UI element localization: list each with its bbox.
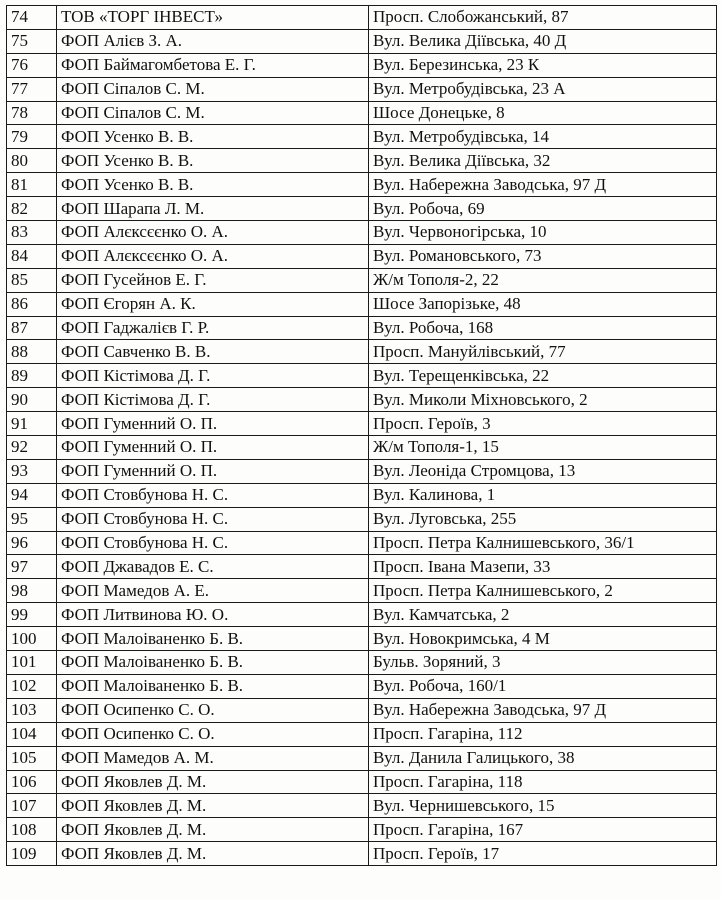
address-cell: Просп. Петра Калнишевського, 2 [369, 579, 717, 603]
table-row [7, 340, 717, 364]
table-row [7, 818, 717, 842]
registry-table-body [7, 6, 717, 866]
entity-name-cell: ФОП Малоіваненко Б. В. [57, 651, 369, 675]
address-cell: Вул. Велика Діївська, 40 Д [369, 29, 717, 53]
row-number-cell: 97 [7, 555, 57, 579]
entity-name-cell: ФОП Яковлев Д. М. [57, 794, 369, 818]
row-number-cell: 89 [7, 364, 57, 388]
entity-name-cell: ФОП Яковлев Д. М. [57, 842, 369, 866]
entity-name-cell: ФОП Сіпалов С. М. [57, 77, 369, 101]
address-cell: Ж/м Тополя-1, 15 [369, 436, 717, 460]
row-number-cell: 98 [7, 579, 57, 603]
table-row [7, 698, 717, 722]
table-row [7, 6, 717, 30]
table-row [7, 483, 717, 507]
entity-name-cell: ФОП Гусейнов Е. Г. [57, 268, 369, 292]
row-number-cell: 92 [7, 436, 57, 460]
row-number-cell: 79 [7, 125, 57, 149]
row-number-cell: 93 [7, 459, 57, 483]
address-cell: Вул. Луговська, 255 [369, 507, 717, 531]
address-cell: Вул. Робоча, 160/1 [369, 674, 717, 698]
table-row [7, 674, 717, 698]
table-row [7, 316, 717, 340]
row-number-cell: 102 [7, 674, 57, 698]
address-cell: Вул. Терещенківська, 22 [369, 364, 717, 388]
table-row [7, 627, 717, 651]
entity-name-cell: ФОП Малоіваненко Б. В. [57, 674, 369, 698]
entity-name-cell: ФОП Гаджалієв Г. Р. [57, 316, 369, 340]
entity-name-cell: ФОП Стовбунова Н. С. [57, 531, 369, 555]
row-number-cell: 95 [7, 507, 57, 531]
row-number-cell: 99 [7, 603, 57, 627]
row-number-cell: 76 [7, 53, 57, 77]
address-cell: Бульв. Зоряний, 3 [369, 651, 717, 675]
table-row [7, 555, 717, 579]
address-cell: Вул. Робоча, 168 [369, 316, 717, 340]
address-cell: Вул. Березинська, 23 К [369, 53, 717, 77]
row-number-cell: 78 [7, 101, 57, 125]
address-cell: Просп. Героїв, 3 [369, 412, 717, 436]
table-row [7, 579, 717, 603]
row-number-cell: 87 [7, 316, 57, 340]
entity-name-cell: ФОП Савченко В. В. [57, 340, 369, 364]
address-cell: Вул. Набережна Заводська, 97 Д [369, 698, 717, 722]
table-row [7, 746, 717, 770]
address-cell: Вул. Романовського, 73 [369, 244, 717, 268]
table-row [7, 221, 717, 245]
row-number-cell: 100 [7, 627, 57, 651]
registry-table [6, 5, 717, 866]
entity-name-cell: ТОВ «ТОРГ ІНВЕСТ» [57, 6, 369, 30]
row-number-cell: 77 [7, 77, 57, 101]
address-cell: Вул. Новокримська, 4 М [369, 627, 717, 651]
address-cell: Вул. Камчатська, 2 [369, 603, 717, 627]
address-cell: Просп. Слобожанський, 87 [369, 6, 717, 30]
table-row [7, 459, 717, 483]
entity-name-cell: ФОП Шарапа Л. М. [57, 197, 369, 221]
entity-name-cell: ФОП Сіпалов С. М. [57, 101, 369, 125]
address-cell: Вул. Калинова, 1 [369, 483, 717, 507]
table-row [7, 29, 717, 53]
table-row [7, 842, 717, 866]
table-row [7, 77, 717, 101]
row-number-cell: 81 [7, 173, 57, 197]
row-number-cell: 91 [7, 412, 57, 436]
entity-name-cell: ФОП Алєксєєнко О. А. [57, 244, 369, 268]
entity-name-cell: ФОП Яковлев Д. М. [57, 770, 369, 794]
table-row [7, 125, 717, 149]
row-number-cell: 83 [7, 221, 57, 245]
entity-name-cell: ФОП Єгорян А. К. [57, 292, 369, 316]
table-row [7, 794, 717, 818]
entity-name-cell: ФОП Мамедов А. М. [57, 746, 369, 770]
entity-name-cell: ФОП Гуменний О. П. [57, 412, 369, 436]
table-row [7, 53, 717, 77]
address-cell: Вул. Чернишевського, 15 [369, 794, 717, 818]
entity-name-cell: ФОП Алєксєєнко О. А. [57, 221, 369, 245]
entity-name-cell: ФОП Осипенко С. О. [57, 722, 369, 746]
row-number-cell: 106 [7, 770, 57, 794]
address-cell: Шосе Донецьке, 8 [369, 101, 717, 125]
entity-name-cell: ФОП Кістімова Д. Г. [57, 364, 369, 388]
address-cell: Просп. Петра Калнишевського, 36/1 [369, 531, 717, 555]
entity-name-cell: ФОП Алієв З. А. [57, 29, 369, 53]
address-cell: Вул. Червоногірська, 10 [369, 221, 717, 245]
entity-name-cell: ФОП Усенко В. В. [57, 149, 369, 173]
entity-name-cell: ФОП Яковлев Д. М. [57, 818, 369, 842]
row-number-cell: 90 [7, 388, 57, 412]
row-number-cell: 74 [7, 6, 57, 30]
entity-name-cell: ФОП Мамедов А. Е. [57, 579, 369, 603]
row-number-cell: 80 [7, 149, 57, 173]
address-cell: Вул. Данила Галицького, 38 [369, 746, 717, 770]
table-row [7, 388, 717, 412]
entity-name-cell: ФОП Баймагомбетова Е. Г. [57, 53, 369, 77]
row-number-cell: 109 [7, 842, 57, 866]
entity-name-cell: ФОП Литвинова Ю. О. [57, 603, 369, 627]
address-cell: Вул. Велика Діївська, 32 [369, 149, 717, 173]
table-row [7, 770, 717, 794]
table-row [7, 244, 717, 268]
address-cell: Шосе Запорізьке, 48 [369, 292, 717, 316]
table-row [7, 101, 717, 125]
entity-name-cell: ФОП Стовбунова Н. С. [57, 483, 369, 507]
row-number-cell: 108 [7, 818, 57, 842]
entity-name-cell: ФОП Гуменний О. П. [57, 459, 369, 483]
address-cell: Вул. Робоча, 69 [369, 197, 717, 221]
entity-name-cell: ФОП Стовбунова Н. С. [57, 507, 369, 531]
address-cell: Вул. Набережна Заводська, 97 Д [369, 173, 717, 197]
address-cell: Вул. Метробудівська, 23 А [369, 77, 717, 101]
table-row [7, 603, 717, 627]
row-number-cell: 82 [7, 197, 57, 221]
address-cell: Просп. Мануйлівський, 77 [369, 340, 717, 364]
entity-name-cell: ФОП Усенко В. В. [57, 173, 369, 197]
entity-name-cell: ФОП Джавадов Е. С. [57, 555, 369, 579]
table-row [7, 149, 717, 173]
row-number-cell: 85 [7, 268, 57, 292]
address-cell: Просп. Гагаріна, 118 [369, 770, 717, 794]
table-row [7, 531, 717, 555]
row-number-cell: 88 [7, 340, 57, 364]
table-row [7, 651, 717, 675]
table-row [7, 197, 717, 221]
row-number-cell: 84 [7, 244, 57, 268]
address-cell: Вул. Метробудівська, 14 [369, 125, 717, 149]
address-cell: Просп. Гагаріна, 112 [369, 722, 717, 746]
address-cell: Просп. Гагаріна, 167 [369, 818, 717, 842]
entity-name-cell: ФОП Малоіваненко Б. В. [57, 627, 369, 651]
table-row [7, 364, 717, 388]
row-number-cell: 104 [7, 722, 57, 746]
row-number-cell: 103 [7, 698, 57, 722]
table-row [7, 173, 717, 197]
row-number-cell: 96 [7, 531, 57, 555]
table-row [7, 412, 717, 436]
row-number-cell: 94 [7, 483, 57, 507]
address-cell: Просп. Івана Мазепи, 33 [369, 555, 717, 579]
table-row [7, 436, 717, 460]
row-number-cell: 107 [7, 794, 57, 818]
table-row [7, 507, 717, 531]
row-number-cell: 105 [7, 746, 57, 770]
row-number-cell: 101 [7, 651, 57, 675]
address-cell: Вул. Миколи Міхновського, 2 [369, 388, 717, 412]
row-number-cell: 75 [7, 29, 57, 53]
entity-name-cell: ФОП Усенко В. В. [57, 125, 369, 149]
table-row [7, 722, 717, 746]
address-cell: Вул. Леоніда Стромцова, 13 [369, 459, 717, 483]
entity-name-cell: ФОП Осипенко С. О. [57, 698, 369, 722]
table-row [7, 292, 717, 316]
address-cell: Просп. Героїв, 17 [369, 842, 717, 866]
address-cell: Ж/м Тополя-2, 22 [369, 268, 717, 292]
table-row [7, 268, 717, 292]
row-number-cell: 86 [7, 292, 57, 316]
entity-name-cell: ФОП Гуменний О. П. [57, 436, 369, 460]
entity-name-cell: ФОП Кістімова Д. Г. [57, 388, 369, 412]
